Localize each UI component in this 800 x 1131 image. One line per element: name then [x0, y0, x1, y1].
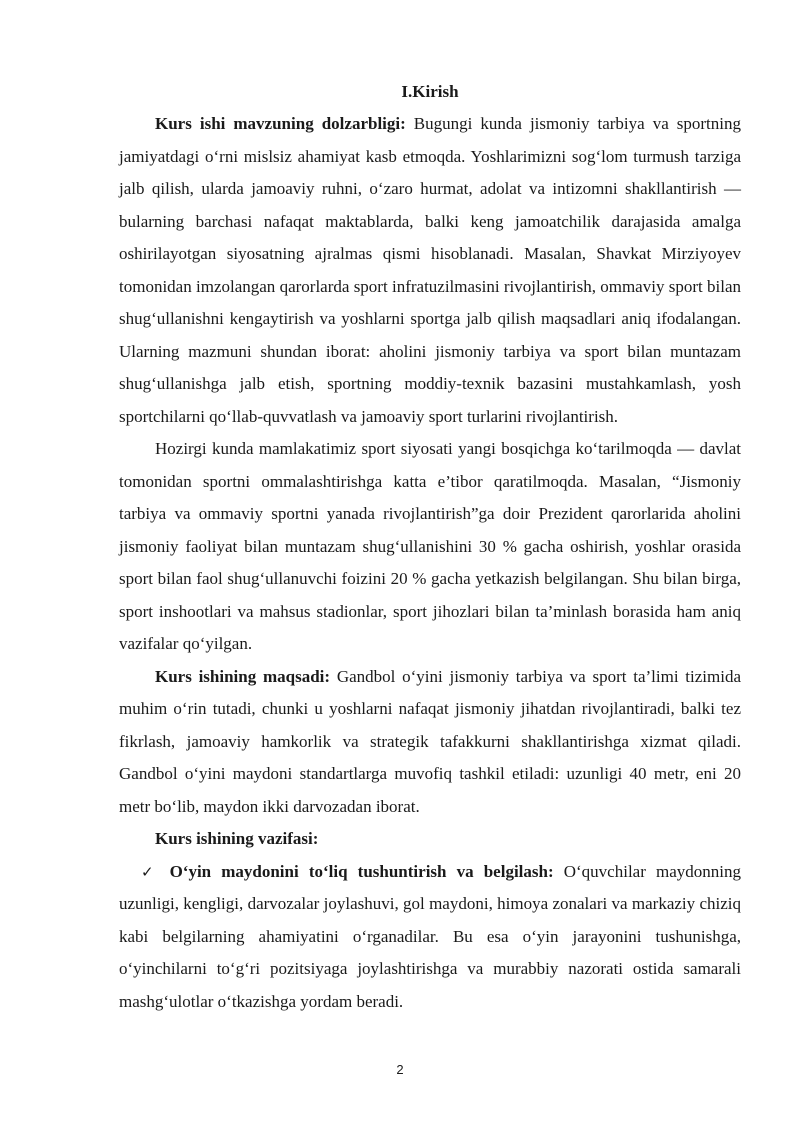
goal-paragraph: [119, 661, 741, 824]
task-item: [119, 856, 741, 1019]
tasks-heading-paragraph: [119, 823, 741, 856]
checkmark-icon: ✓: [141, 862, 160, 881]
goal-text: Gandbol o‘yini jismoniy tarbiya va sport ta’limi tizimida muhim o‘rin tutadi, chunki u yoshlarni nafaqat jismoniy jihatdan rivojlantiradi, balki tez fikrlash, jamoaviy hamkorlik va strategik tafakkurni shakllantirishga xizmat qiladi. Gandbol o‘yini maydoni standartlarga muvofiq tashkil etiladi: uzunligi 40 metr, eni 20 metr bo‘lib, maydon ikki darvozadan iborat.: [119, 666, 741, 816]
tasks-label: Kurs ishining vazifasi:: [155, 829, 319, 848]
relevance-paragraph: [119, 108, 741, 433]
page-number: 2: [396, 1062, 404, 1077]
document-page: [119, 76, 741, 1018]
task-item-text: O‘quvchilar maydonning uzunligi, kengligi, darvozalar joylashuvi, gol maydoni, himoya zonalari va markaziy chiziq kabi belgilarning ahamiyatini o‘rganadilar. Bu esa o‘yin jarayonini tushunishga, o‘yinchilarni to‘g‘ri pozitsiyaga joylashtirishga va murabbiy nazorati ostida samarali mashg‘ulotlar o‘tkazishga yordam beradi.: [119, 861, 741, 1011]
section-heading: I.Kirish: [401, 82, 459, 101]
relevance-text: Bugungi kunda jismoniy tarbiya va sportning jamiyatdagi o‘rni mislsiz ahamiyat kasb etmoqda. Yoshlarimizni sog‘lom turmush tarziga jalb qilish, ularda jamoaviy ruhni, o‘zaro hurmat, adolat va intizomni shakllantirish — bularning barchasi nafaqat maktablarda, balki keng jamoatchilik darajasida amalga oshirilayotgan siyosatning ajralmas qismi hisoblanadi. Masalan, Shavkat Mirziyoyev tomonidan imzolangan qarorlarda sport infratuzilmasini rivojlantirish, ommaviy sport bilan shug‘ullanishni kengaytirish va yoshlarni sportga jalb qilish maqsadlari aniq ifodalangan. Ularning mazmuni shundan iborat: aholini jismoniy tarbiya va sport bilan muntazam shug‘ullanishga jalb etish, sportning moddiy-texnik bazasini mustahkamlash, yosh sportchilarni qo‘llab-quvvatlash va jamoaviy sport turlarini rivojlantirish.: [119, 114, 741, 426]
relevance-label: Kurs ishi mavzuning dolzarbligi:: [155, 114, 406, 133]
policy-paragraph: Hozirgi kunda mamlakatimiz sport siyosati yangi bosqichga ko‘tarilmoqda — davlat tomonidan sportni ommalashtirishga katta e’tibor qaratilmoqda. Masalan, “Jismoniy tarbiya va ommaviy sportni yanada rivojlantirish”ga doir Prezident qarorlarida aholini jismoniy faoliyat bilan muntazam shug‘ullanishini 30 % gacha oshirish, yoshlar orasida sport bilan faol shug‘ullanuvchi foizini 20 % gacha yetkazish belgilangan. Shu bilan birga, sport inshootlari va mahsus stadionlar, sport jihozlari bilan ta’minlash borasida ham aniq vazifalar qo‘yilgan.: [119, 439, 741, 653]
task-item-label: O‘yin maydonini to‘liq tushuntirish va belgilash:: [169, 861, 554, 881]
goal-label: Kurs ishining maqsadi:: [155, 666, 331, 686]
